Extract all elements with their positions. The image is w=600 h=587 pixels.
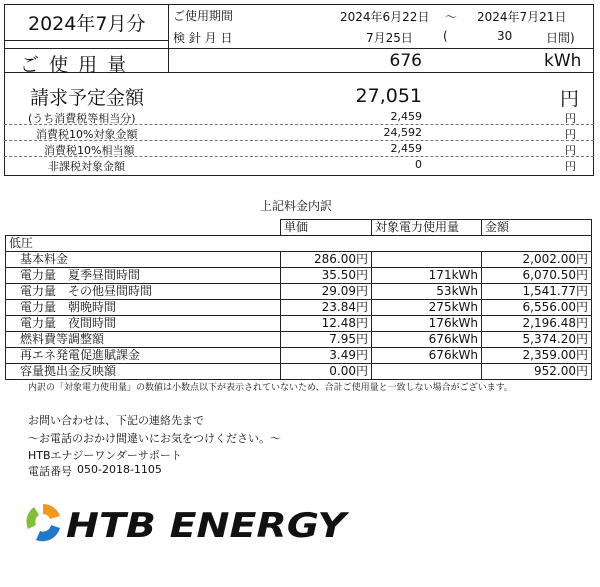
nontaxable-unit: 円	[565, 160, 576, 173]
tax-amount-value: 2,459	[390, 142, 422, 155]
breakdown-title: 上記料金内訳	[260, 199, 333, 213]
taxable-value: 24,592	[383, 126, 422, 139]
summary-divider	[168, 4, 169, 72]
row-unit-price: 0.00円	[281, 364, 372, 380]
row-unit-price: 23.84円	[281, 300, 372, 316]
row-rule	[4, 140, 594, 141]
contact-line-2: 〜お電話のおかけ間違いにお気をつけください。〜	[28, 432, 281, 445]
days-paren: (	[443, 29, 448, 43]
row-item: 電力量 夜間時間	[6, 316, 281, 332]
logo-text: HTB ENERGY	[66, 506, 350, 545]
header-kwh: 対象電力使用量	[372, 220, 482, 236]
billing-amount: 27,051	[355, 85, 422, 107]
taxable-unit: 円	[565, 128, 576, 141]
billing-amount-label: 請求予定金額	[30, 87, 145, 109]
row-kwh: 676kWh	[372, 348, 482, 364]
tax-amount-label: 消費税10%相当額	[44, 144, 135, 157]
table-row	[6, 364, 592, 380]
period-end: 2024年7月21日	[477, 10, 567, 24]
header-amount: 金額	[482, 220, 592, 236]
nontaxable-label: 非課税対象金額	[48, 160, 125, 173]
row-amount: 2,002.00円	[482, 252, 592, 268]
htb-energy-logo	[24, 501, 354, 545]
row-kwh: 176kWh	[372, 316, 482, 332]
row-rule	[4, 156, 594, 157]
row-item: 電力量 その他昼間時間	[6, 284, 281, 300]
period-tilde: 〜	[445, 10, 458, 24]
billing-month: 2024年7月分	[28, 13, 146, 35]
usage-label: ご 使 用 量	[20, 54, 129, 76]
breakdown-footnote: 内訳の「対象電力使用量」の数値は小数点以下が表示されていないため、合計ご使用量と一致しない場合がございます。	[28, 383, 513, 393]
tax-amount-unit: 円	[565, 144, 576, 157]
table-row	[6, 316, 592, 332]
table-header-blank	[6, 220, 281, 236]
summary-rule	[4, 48, 594, 49]
tax-included-value: 2,459	[390, 110, 422, 123]
table-row	[6, 252, 592, 268]
billing-days: 30	[497, 29, 513, 43]
row-amount: 2,196.48円	[482, 316, 592, 332]
table-row	[6, 348, 592, 364]
table-row	[6, 268, 592, 284]
taxable-label: 消費税10%対象金額	[36, 128, 138, 141]
row-item: 再エネ発電促進賦課金	[6, 348, 281, 364]
meter-label: 検 針 月 日	[173, 31, 233, 45]
row-item: 電力量 夏季昼間時間	[6, 268, 281, 284]
row-unit-price: 286.00円	[281, 252, 372, 268]
row-item: 基本料金	[6, 252, 281, 268]
usage-unit: kWh	[544, 51, 582, 71]
tax-included-label: (うち消費税等相当分)	[28, 112, 136, 125]
row-item: 電力量 朝晩時間	[6, 300, 281, 316]
table-row	[6, 284, 592, 300]
row-rule	[4, 124, 594, 125]
row-amount: 1,541.77円	[482, 284, 592, 300]
row-item: 容量拠出金反映額	[6, 364, 281, 380]
logo-mark-icon	[26, 504, 60, 541]
section-label: 低圧	[6, 236, 592, 252]
billing-unit: 円	[560, 88, 580, 110]
table-row	[6, 332, 592, 348]
table-row	[6, 300, 592, 316]
phone-number: 050-2018-1105	[77, 463, 162, 476]
row-unit-price: 12.48円	[281, 316, 372, 332]
phone-label: 電話番号	[28, 465, 72, 478]
row-kwh: 676kWh	[372, 332, 482, 348]
row-kwh	[372, 364, 482, 380]
support-name: HTBエナジーワンダーサポート	[28, 449, 182, 462]
row-unit-price: 29.09円	[281, 284, 372, 300]
nontaxable-value: 0	[415, 158, 422, 171]
row-amount: 2,359.00円	[482, 348, 592, 364]
row-amount: 6,556.00円	[482, 300, 592, 316]
summary-rule	[4, 40, 168, 41]
usage-value: 676	[389, 51, 422, 71]
row-kwh: 171kWh	[372, 268, 482, 284]
table-section-row	[6, 236, 592, 252]
row-kwh: 275kWh	[372, 300, 482, 316]
contact-line-1: お問い合わせは、下記の連絡先まで	[28, 414, 204, 427]
row-unit-price: 35.50円	[281, 268, 372, 284]
days-unit: 日間)	[546, 31, 575, 45]
row-unit-price: 3.49円	[281, 348, 372, 364]
period-start: 2024年6月22日	[340, 10, 430, 24]
row-amount: 5,374.20円	[482, 332, 592, 348]
period-label: ご使用期間	[173, 9, 234, 23]
row-kwh	[372, 252, 482, 268]
row-amount: 952.00円	[482, 364, 592, 380]
table-header-row	[6, 220, 592, 236]
row-kwh: 53kWh	[372, 284, 482, 300]
row-amount: 6,070.50円	[482, 268, 592, 284]
row-unit-price: 7.95円	[281, 332, 372, 348]
fee-breakdown-table	[5, 219, 592, 380]
row-item: 燃料費等調整額	[6, 332, 281, 348]
tax-included-unit: 円	[565, 112, 576, 125]
meter-date: 7月25日	[366, 31, 413, 45]
header-unit-price: 単価	[281, 220, 372, 236]
